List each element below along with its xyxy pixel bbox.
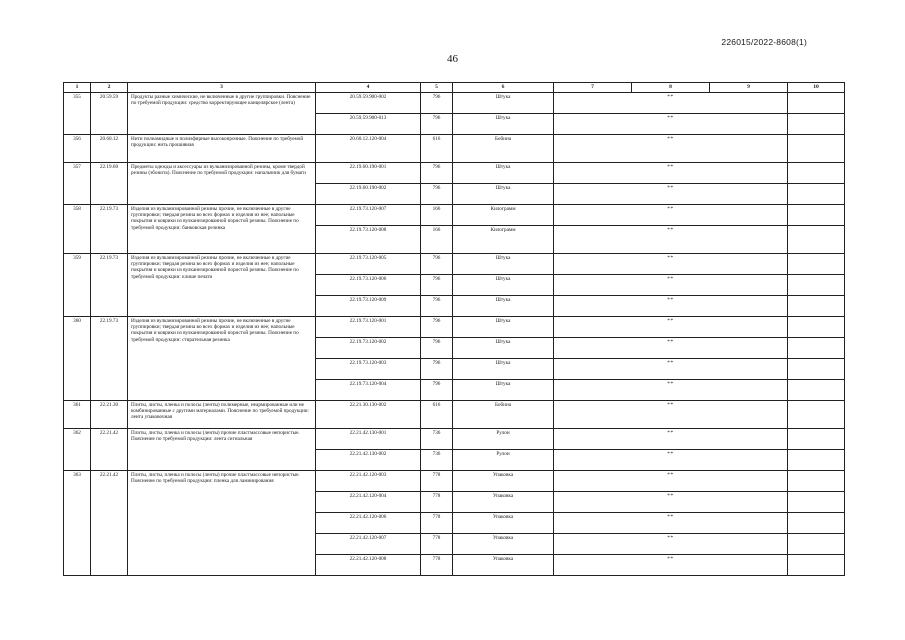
- requirement-cell: [554, 163, 788, 184]
- okpd-code: 20.60.12: [91, 135, 128, 163]
- requirement-cell: [554, 226, 788, 254]
- row-number: 362: [64, 429, 91, 471]
- ktru-code: 22.21.42.120-008: [316, 555, 421, 576]
- requirement-mark: **: [667, 136, 674, 142]
- okpd-code: 22.19.60: [91, 163, 128, 205]
- okpd-code: 22.21.42: [91, 429, 128, 471]
- unit-code: 796: [421, 275, 453, 296]
- ktru-code: 22.19.60.190-001: [316, 163, 421, 184]
- requirement-cell: [554, 93, 788, 114]
- ktru-code: 22.19.73.120-009: [316, 296, 421, 317]
- unit-code: 796: [421, 254, 453, 275]
- requirement-cell: [554, 254, 788, 275]
- requirement-cell: [554, 205, 788, 226]
- unit-code: 778: [421, 534, 453, 555]
- ktru-code: 22.21.42.120-007: [316, 534, 421, 555]
- table-row: [64, 93, 845, 114]
- table-row: [64, 205, 845, 226]
- requirement-mark: **: [667, 514, 674, 520]
- requirement-cell: [554, 114, 788, 135]
- requirement-mark: **: [667, 206, 674, 212]
- unit-name: Упаковка: [453, 513, 554, 534]
- empty-cell: [788, 380, 845, 401]
- row-number: 361: [64, 401, 91, 429]
- requirement-mark: **: [667, 227, 674, 233]
- row-number: 363: [64, 471, 91, 576]
- unit-code: 736: [421, 450, 453, 471]
- unit-name: Килограмм: [453, 205, 554, 226]
- product-name: Плиты, листы, пленка и полосы (ленты) полимерные, неармированные или не комбинированные с другими материалами. Пояснение по требуемой продукции: лента упаковочная: [128, 401, 316, 429]
- ktru-code: 22.21.42.130-001: [316, 429, 421, 450]
- okpd-code: 22.19.73: [91, 254, 128, 317]
- ktru-code: 22.21.42.120-006: [316, 513, 421, 534]
- empty-cell: [788, 450, 845, 471]
- unit-code: 166: [421, 226, 453, 254]
- column-header: 8: [632, 83, 710, 93]
- empty-cell: [788, 275, 845, 296]
- column-header: 4: [316, 83, 421, 93]
- empty-cell: [788, 359, 845, 380]
- product-name: Изделия из вулканизированной резины прочие, не включенные в другие группировки; твердая резина во всех формах и изделия из нее; напольные покрытия и коврики из вулканизированной пористой резины. Пояснение по требуемой продукции: клише печати: [128, 254, 316, 317]
- unit-code: 796: [421, 163, 453, 184]
- ktru-code: 22.19.60.190-002: [316, 184, 421, 205]
- empty-cell: [788, 114, 845, 135]
- requirement-cell: [554, 450, 788, 471]
- ktru-code: 22.19.73.120-008: [316, 226, 421, 254]
- unit-name: Штука: [453, 359, 554, 380]
- empty-cell: [788, 135, 845, 163]
- requirement-cell: [554, 513, 788, 534]
- unit-name: Бобина: [453, 135, 554, 163]
- unit-name: Бобина: [453, 401, 554, 429]
- requirement-mark: **: [667, 472, 674, 478]
- table-header-row: [64, 83, 845, 93]
- requirement-cell: [554, 555, 788, 576]
- requirement-mark: **: [667, 451, 674, 457]
- empty-cell: [788, 471, 845, 492]
- ktru-code: 22.21.42.120-003: [316, 471, 421, 492]
- unit-name: Упаковка: [453, 492, 554, 513]
- requirement-mark: **: [667, 164, 674, 170]
- empty-cell: [788, 184, 845, 205]
- unit-name: Упаковка: [453, 471, 554, 492]
- row-number: 358: [64, 205, 91, 254]
- ktru-code: 20.59.59.900-002: [316, 93, 421, 114]
- requirement-mark: **: [667, 430, 674, 436]
- empty-cell: [788, 296, 845, 317]
- product-name: Плиты, листы, пленка и полосы (ленты) прочие пластмассовые непористые. Пояснение по требуемой продукции: пленка для ламинирования: [128, 471, 316, 576]
- ktru-code: 20.60.12.120-004: [316, 135, 421, 163]
- unit-code: 736: [421, 429, 453, 450]
- requirement-cell: [554, 380, 788, 401]
- requirement-cell: [554, 135, 788, 163]
- unit-name: Рулон: [453, 429, 554, 450]
- table-row: [64, 135, 845, 163]
- requirement-mark: **: [667, 360, 674, 366]
- table-row: [64, 471, 845, 492]
- ktru-code: 22.19.73.120-006: [316, 275, 421, 296]
- page-number: 46: [447, 53, 458, 65]
- table-row: [64, 401, 845, 429]
- requirement-mark: **: [667, 185, 674, 191]
- requirement-mark: **: [667, 318, 674, 324]
- product-name: Предметы одежды и аксессуары из вулканизированной резины, кроме твердой резины (эбонита). Пояснение по требуемой продукции: напальчник для бумаги: [128, 163, 316, 205]
- ktru-code: 22.19.73.120-003: [316, 359, 421, 380]
- requirement-cell: [554, 401, 788, 429]
- row-number: 357: [64, 163, 91, 205]
- requirement-mark: **: [667, 535, 674, 541]
- ktru-code: 22.21.42.130-002: [316, 450, 421, 471]
- okpd-code: 22.21.30: [91, 401, 128, 429]
- empty-cell: [788, 555, 845, 576]
- empty-cell: [788, 254, 845, 275]
- requirement-mark: **: [667, 276, 674, 282]
- empty-cell: [788, 93, 845, 114]
- unit-code: 778: [421, 555, 453, 576]
- table-row: [64, 163, 845, 184]
- requirement-cell: [554, 492, 788, 513]
- table-row: [64, 254, 845, 275]
- requirement-mark: **: [667, 339, 674, 345]
- row-number: 356: [64, 135, 91, 163]
- column-header: 6: [453, 83, 554, 93]
- requirement-cell: [554, 429, 788, 450]
- product-name: Изделия из вулканизированной резины прочие, не включенные в другие группировки; твердая резина во всех формах и изделия из нее; напольные покрытия и коврики из вулканизированной пористой резины. Пояснение по требуемой продукции: стирательная резинка: [128, 317, 316, 401]
- product-name: Нити полиамидные и полиэфирные высокопрочные. Пояснение по требуемой продукции: нить прошивная: [128, 135, 316, 163]
- product-name: Изделия из вулканизированной резины прочие, не включенные в другие группировки; твердая резина во всех формах и изделия из нее; напольные покрытия и коврики из вулканизированной пористой резины. Пояснение по требуемой продукции: банковская резинка: [128, 205, 316, 254]
- requirement-mark: **: [667, 556, 674, 562]
- ktru-code: 22.21.42.120-004: [316, 492, 421, 513]
- ktru-code: 22.19.73.120-004: [316, 380, 421, 401]
- unit-code: 616: [421, 401, 453, 429]
- ktru-code: 22.19.73.120-001: [316, 317, 421, 338]
- requirement-mark: **: [667, 493, 674, 499]
- unit-code: 166: [421, 205, 453, 226]
- unit-code: 778: [421, 492, 453, 513]
- ktru-code: 22.21.30.130-002: [316, 401, 421, 429]
- requirement-cell: [554, 471, 788, 492]
- unit-code: 616: [421, 135, 453, 163]
- empty-cell: [788, 205, 845, 226]
- unit-name: Штука: [453, 114, 554, 135]
- requirement-mark: **: [667, 381, 674, 387]
- unit-name: Штука: [453, 296, 554, 317]
- unit-name: Штука: [453, 317, 554, 338]
- product-name: Продукты разные химические, не включенные в другие группировки. Пояснение по требуемой продукции: средство корректирующее канцелярское (лента): [128, 93, 316, 135]
- unit-code: 778: [421, 513, 453, 534]
- product-name: Плиты, листы, пленка и полосы (ленты) прочие пластмассовые непористые. Пояснение по требуемой продукции: лента сигнальная: [128, 429, 316, 471]
- requirement-mark: **: [667, 297, 674, 303]
- unit-name: Штука: [453, 184, 554, 205]
- empty-cell: [788, 401, 845, 429]
- register-body: [64, 83, 845, 576]
- unit-code: 796: [421, 359, 453, 380]
- unit-name: Штука: [453, 254, 554, 275]
- okpd-code: 22.21.42: [91, 471, 128, 576]
- column-header: 7: [554, 83, 632, 93]
- requirement-cell: [554, 338, 788, 359]
- unit-code: 796: [421, 114, 453, 135]
- ktru-code: 22.19.73.120-007: [316, 205, 421, 226]
- register-table: [63, 82, 845, 576]
- ktru-code: 22.19.73.120-005: [316, 254, 421, 275]
- row-number: 360: [64, 317, 91, 401]
- unit-code: 778: [421, 471, 453, 492]
- unit-name: Штука: [453, 163, 554, 184]
- row-number: 355: [64, 93, 91, 135]
- unit-code: 796: [421, 317, 453, 338]
- unit-code: 796: [421, 380, 453, 401]
- empty-cell: [788, 226, 845, 254]
- unit-name: Штука: [453, 275, 554, 296]
- unit-name: Упаковка: [453, 534, 554, 555]
- column-header: 1: [64, 83, 91, 93]
- column-header: 2: [91, 83, 128, 93]
- empty-cell: [788, 492, 845, 513]
- okpd-code: 20.59.59: [91, 93, 128, 135]
- empty-cell: [788, 429, 845, 450]
- unit-code: 796: [421, 296, 453, 317]
- unit-name: Штука: [453, 338, 554, 359]
- requirement-mark: **: [667, 115, 674, 121]
- column-header: 9: [710, 83, 788, 93]
- requirement-cell: [554, 359, 788, 380]
- empty-cell: [788, 317, 845, 338]
- requirement-mark: **: [667, 255, 674, 261]
- unit-name: Штука: [453, 93, 554, 114]
- column-header: 5: [421, 83, 453, 93]
- requirement-cell: [554, 296, 788, 317]
- unit-name: Килограмм: [453, 226, 554, 254]
- unit-name: Рулон: [453, 450, 554, 471]
- okpd-code: 22.19.73: [91, 205, 128, 254]
- table-row: [64, 317, 845, 338]
- requirement-cell: [554, 275, 788, 296]
- requirement-cell: [554, 184, 788, 205]
- requirement-mark: **: [667, 402, 674, 408]
- okpd-code: 22.19.73: [91, 317, 128, 401]
- column-header: 3: [128, 83, 316, 93]
- column-header: 10: [788, 83, 845, 93]
- document-id: 226015/2022-8608(1): [721, 37, 807, 47]
- requirement-cell: [554, 534, 788, 555]
- empty-cell: [788, 163, 845, 184]
- unit-name: Штука: [453, 380, 554, 401]
- ktru-code: 22.19.73.120-002: [316, 338, 421, 359]
- table-row: [64, 429, 845, 450]
- empty-cell: [788, 513, 845, 534]
- unit-code: 796: [421, 184, 453, 205]
- unit-name: Упаковка: [453, 555, 554, 576]
- row-number: 359: [64, 254, 91, 317]
- unit-code: 796: [421, 338, 453, 359]
- unit-code: 796: [421, 93, 453, 114]
- ktru-code: 20.59.59.900-013: [316, 114, 421, 135]
- requirement-cell: [554, 317, 788, 338]
- empty-cell: [788, 338, 845, 359]
- requirement-mark: **: [667, 94, 674, 100]
- empty-cell: [788, 534, 845, 555]
